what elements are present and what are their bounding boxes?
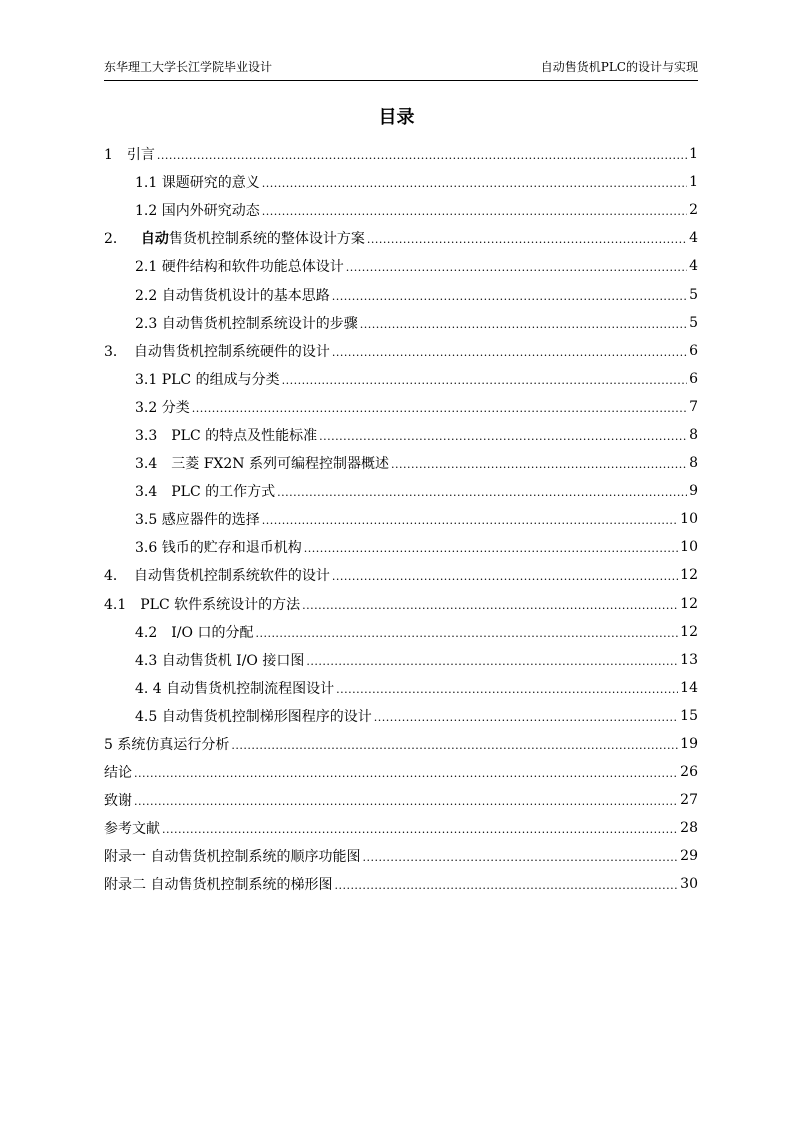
- toc-entry-title-rest: 售货机控制系统的整体设计方案: [168, 231, 365, 248]
- toc-entry[interactable]: [104, 449, 698, 477]
- header-right-text: 自动售货机PLC的设计与实现: [540, 60, 698, 74]
- toc-leader-dots: [374, 711, 678, 725]
- toc-entry[interactable]: [104, 196, 698, 224]
- toc-leader-dots: [262, 205, 687, 219]
- toc-entry-title: [104, 228, 365, 248]
- toc-page-number: 5: [689, 314, 698, 331]
- toc-entry-title: 1 引言: [104, 147, 155, 164]
- toc-page-number: 28: [680, 820, 698, 837]
- toc-leader-dots: [162, 823, 678, 837]
- toc-entry[interactable]: [104, 252, 698, 280]
- toc-entry-number: 2．: [104, 231, 127, 248]
- toc-leader-dots: [134, 767, 678, 781]
- toc-title: 目录: [378, 107, 415, 128]
- toc-leader-dots: [304, 542, 678, 556]
- toc-leader-dots: [192, 402, 687, 416]
- toc-entry[interactable]: [104, 758, 698, 786]
- toc-entry[interactable]: [104, 533, 698, 561]
- toc-leader-dots: [319, 430, 687, 444]
- toc-entry-title: 3.5 感应器件的选择: [135, 512, 260, 529]
- toc-page-number: 2: [689, 202, 698, 219]
- toc-entry[interactable]: [104, 168, 698, 196]
- toc-page-number: 7: [689, 398, 698, 415]
- toc-page-number: 8: [689, 426, 698, 443]
- toc-entry[interactable]: [104, 702, 698, 730]
- toc-leader-dots: [360, 318, 687, 332]
- toc-entry-title: 致谢: [104, 793, 132, 810]
- toc-entry[interactable]: [104, 477, 698, 505]
- toc-entry-title: 2.1 硬件结构和软件功能总体设计: [135, 259, 344, 276]
- toc-entry-title: 1.1 课题研究的意义: [135, 175, 260, 192]
- toc-entry-title: 5 系统仿真运行分析: [104, 737, 230, 754]
- toc-leader-dots: [157, 149, 687, 163]
- toc-entry-title: 4.2 I/O 口的分配: [135, 624, 254, 641]
- toc-entry-title: 3.2 分类: [135, 399, 190, 416]
- toc-page-number: 12: [680, 595, 698, 612]
- toc-page-number: 14: [680, 679, 698, 696]
- toc-entry[interactable]: [104, 393, 698, 421]
- toc-page-number: 29: [680, 848, 698, 865]
- toc-entry-title: 结论: [104, 765, 132, 782]
- toc-entry-title: 3.3 PLC 的特点及性能标准: [135, 427, 318, 444]
- toc-entry-title: 1.2 国内外研究动态: [135, 203, 260, 220]
- toc-entry[interactable]: [104, 365, 698, 393]
- toc-entry-title: 附录二 自动售货机控制系统的梯形图: [104, 877, 333, 894]
- header-left-text: 东华理工大学长江学院毕业设计: [104, 60, 273, 74]
- toc-page-number: 13: [680, 651, 698, 668]
- toc-leader-dots: [306, 655, 678, 669]
- toc-leader-dots: [302, 599, 678, 613]
- toc-leader-dots: [334, 879, 678, 893]
- toc-page-number: 26: [680, 764, 698, 781]
- toc-page-number: 6: [689, 342, 698, 359]
- toc-entry[interactable]: [104, 224, 698, 252]
- toc-leader-dots: [367, 233, 687, 247]
- toc-entry-title: 4． 自动售货机控制系统软件的设计: [104, 568, 330, 585]
- toc-entry[interactable]: [104, 730, 698, 758]
- toc-entry[interactable]: [104, 814, 698, 842]
- toc-leader-dots: [262, 514, 678, 528]
- toc-entry[interactable]: [104, 646, 698, 674]
- toc-entry[interactable]: [104, 561, 698, 589]
- toc-entry[interactable]: [104, 309, 698, 337]
- toc-leader-dots: [332, 346, 687, 360]
- toc-entry-title: 3.1 PLC 的组成与分类: [135, 371, 280, 388]
- toc-leader-dots: [391, 458, 687, 472]
- toc-leader-dots: [282, 374, 687, 388]
- toc-leader-dots: [336, 683, 678, 697]
- toc-page-number: 1: [689, 174, 698, 191]
- toc-page-number: 27: [680, 792, 698, 809]
- toc-page-number: 8: [689, 455, 698, 472]
- toc-leader-dots: [231, 739, 678, 753]
- toc-entry[interactable]: [104, 786, 698, 814]
- table-of-contents: [104, 140, 698, 899]
- toc-entry-title: 4.3 自动售货机 I/O 接口图: [135, 652, 305, 669]
- toc-leader-dots: [346, 261, 687, 275]
- toc-page-number: 4: [689, 258, 698, 275]
- toc-entry-title: 3.6 钱币的贮存和退币机构: [135, 540, 302, 557]
- toc-page-number: 19: [680, 736, 698, 753]
- toc-leader-dots: [332, 570, 678, 584]
- toc-entry-title: 4.1 PLC 软件系统设计的方法: [104, 596, 301, 613]
- toc-page-number: 15: [680, 707, 698, 724]
- toc-page-number: 1: [689, 146, 698, 163]
- toc-entry-title: 参考文献: [104, 821, 160, 838]
- toc-leader-dots: [262, 177, 687, 191]
- toc-page-number: 30: [680, 876, 698, 893]
- toc-page-number: 10: [680, 511, 698, 528]
- toc-entry-title: 4. 4 自动售货机控制流程图设计: [135, 680, 335, 697]
- toc-page-number: 6: [689, 370, 698, 387]
- toc-entry-title: 附录一 自动售货机控制系统的顺序功能图: [104, 849, 361, 866]
- toc-page-number: 10: [680, 539, 698, 556]
- toc-entry[interactable]: [104, 590, 698, 618]
- toc-entry[interactable]: [104, 280, 698, 308]
- toc-entry[interactable]: [104, 337, 698, 365]
- toc-entry-title: 2.3 自动售货机控制系统设计的步骤: [135, 315, 358, 332]
- toc-entry-title: 4.5 自动售货机控制梯形图程序的设计: [135, 708, 372, 725]
- toc-page-number: 9: [689, 483, 698, 500]
- toc-page-number: 5: [689, 286, 698, 303]
- toc-entry[interactable]: [104, 870, 698, 898]
- toc-entry[interactable]: [104, 842, 698, 870]
- toc-page-number: 12: [680, 567, 698, 584]
- toc-leader-dots: [277, 486, 687, 500]
- toc-leader-dots: [332, 290, 687, 304]
- toc-entry-title: 3.4 PLC 的工作方式: [135, 484, 276, 501]
- toc-entry[interactable]: [104, 505, 698, 533]
- toc-entry-title-bold: 自动: [140, 231, 169, 248]
- toc-page-number: 12: [680, 623, 698, 640]
- toc-entry-title: 3． 自动售货机控制系统硬件的设计: [104, 343, 330, 360]
- toc-entry[interactable]: [104, 674, 698, 702]
- toc-entry-title: 3.4 三菱 FX2N 系列可编程控制器概述: [135, 456, 390, 473]
- toc-leader-dots: [362, 851, 678, 865]
- toc-entry-title: 2.2 自动售货机设计的基本思路: [135, 287, 330, 304]
- toc-entry[interactable]: [104, 618, 698, 646]
- page-header: [104, 56, 698, 81]
- toc-page-number: 4: [689, 230, 698, 247]
- toc-entry[interactable]: [104, 140, 698, 168]
- toc-leader-dots: [255, 627, 678, 641]
- toc-leader-dots: [134, 795, 678, 809]
- toc-entry[interactable]: [104, 421, 698, 449]
